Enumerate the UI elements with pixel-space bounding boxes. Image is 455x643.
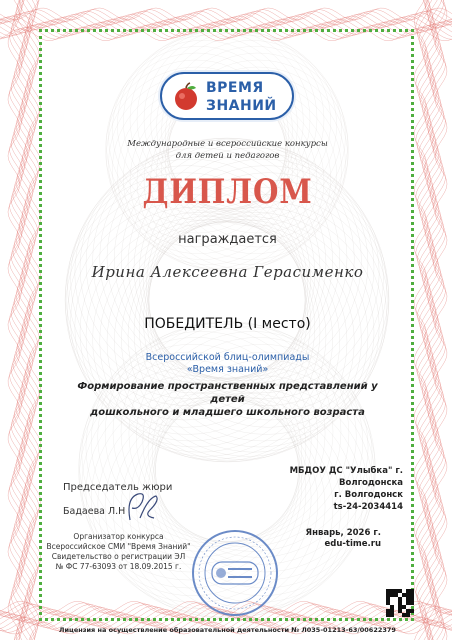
subtitle-line1: Международные и всероссийские конкурсы [127,139,328,149]
organizer-line3: Свидетельство о регистрации ЭЛ [51,552,186,561]
date-line1: Январь, 2026 г. [305,528,381,538]
place-award: ПОБЕДИТЕЛЬ (I место) [144,316,311,332]
jury-chair-label: Председатель жюри [63,482,173,493]
olympiad-name: «Время знаний» [186,364,269,375]
contest-subtitle [120,138,335,162]
subtitle-line2: для детей и педагогов [175,151,280,161]
school-line1: МБДОУ ДС "Улыбка" г. Волгодонска [289,466,403,488]
topic-line2: дошкольного и младшего школьного возраста [90,407,365,418]
official-stamp [190,528,280,618]
recipient-name: Ирина Алексеевна Герасименко [91,263,364,281]
diploma-title: ДИПЛОМ [142,172,313,212]
logo-text-line2: ЗНАНИЙ [206,98,277,114]
logo [160,72,294,120]
school-line2: г. Волгодонск [334,490,403,500]
organizer-info [36,532,201,572]
logo-text-line1: ВРЕМЯ [206,80,264,96]
school-line3: ts-24-2034414 [333,502,403,512]
license-footer: Лицензия на осуществление образовательной деятельности № Л035-01213-63/00622379 [59,626,396,634]
signature [120,488,164,526]
school-info [232,465,403,513]
apple-icon [171,82,201,112]
qr-code [386,589,414,617]
olympiad-kind: Всероссийской блиц-олимпиады [145,352,310,363]
organizer-line2: Всероссийское СМИ "Время Знаний" [46,542,191,551]
organizer-line4: № ФС 77-63093 от 18.09.2015 г. [55,562,182,571]
organizer-line1: Организатор конкурса [73,532,164,541]
date-line2: edu-time.ru [324,539,381,549]
olympiad-topic [60,380,395,419]
jury-chair-name: Бадаева Л.Н [63,506,126,517]
topic-line1: Формирование пространственных представлений у детей [77,381,378,405]
awarded-label: награждается [178,232,277,247]
